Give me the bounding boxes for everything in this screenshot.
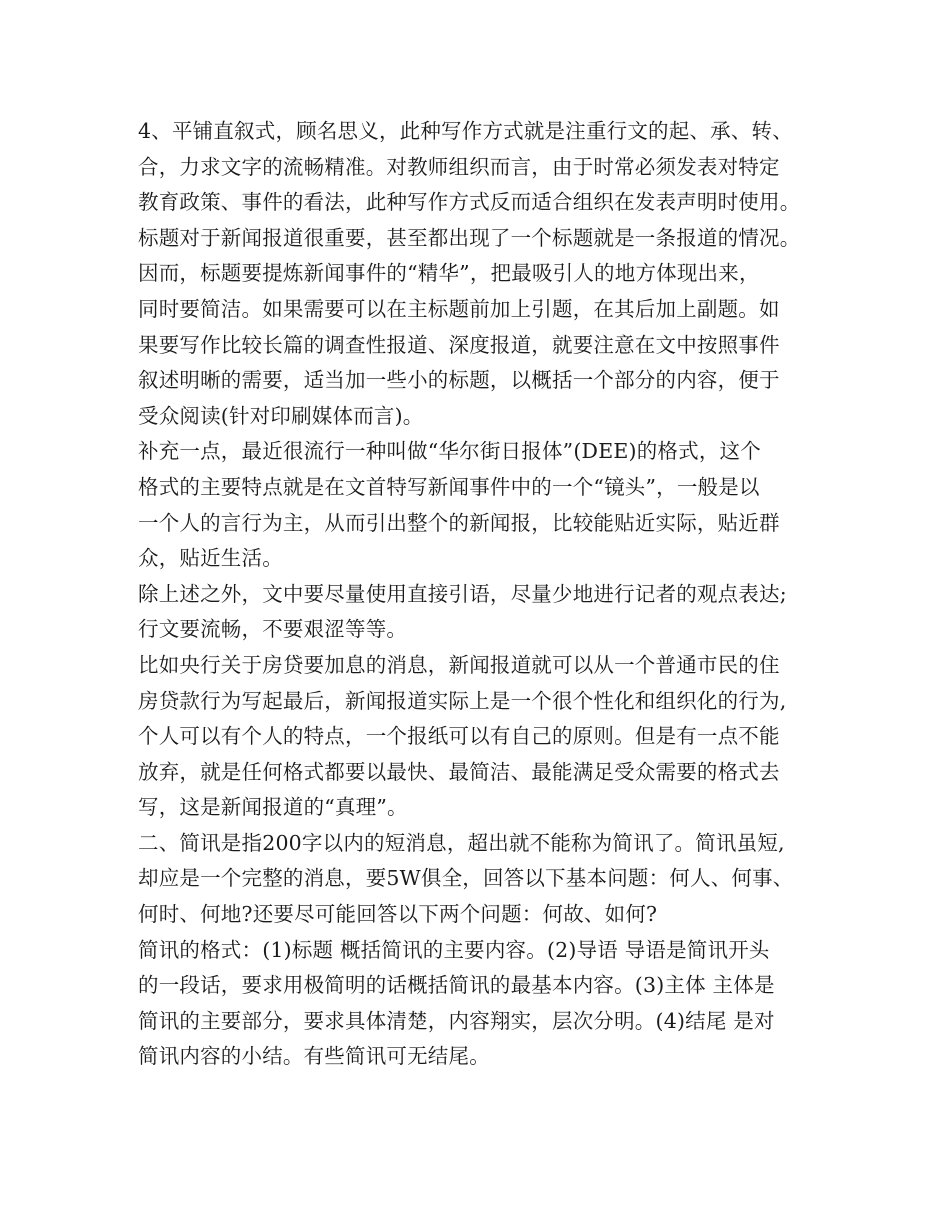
text-line: 的一段话，要求用极简明的话概括简讯的最基本内容。(3)主体 主体是 xyxy=(138,973,775,998)
text-line: 一个人的言行为主，从而引出整个的新闻报，比较能贴近实际，贴近群 xyxy=(138,510,780,535)
text-line: 受众阅读(针对印刷媒体而言)。 xyxy=(138,403,424,428)
text-line: 写，这是新闻报道的“真理”。 xyxy=(138,795,408,820)
text-line: 却应是一个完整的消息，要5W俱全，回答以下基本问题：何人、何事、 xyxy=(138,866,794,891)
document-body xyxy=(138,114,838,1075)
text-line: 标题对于新闻报道很重要，甚至都出现了一个标题就是一条报道的情况。 xyxy=(138,225,801,250)
text-line: 个人可以有个人的特点，一个报纸可以有自己的原则。但是有一点不能 xyxy=(138,724,780,749)
text-line: 叙述明晰的需要，适当加一些小的标题，以概括一个部分的内容，便于 xyxy=(138,368,780,393)
text-line: 简讯的主要部分，要求具体清楚，内容翔实，层次分明。(4)结尾 是对 xyxy=(138,1008,775,1033)
text-line: 教育政策、事件的看法，此种写作方式反而适合组织在发表声明时使用。 xyxy=(138,190,801,215)
text-line: 房贷款行为写起最后，新闻报道实际上是一个很个性化和组织化的行为, xyxy=(138,688,787,713)
text-line: 众，贴近生活。 xyxy=(138,546,283,571)
text-line: 4、平铺直叙式，顾名思义，此种写作方式就是注重行文的起、承、转、 xyxy=(138,119,793,143)
text-line: 合，力求文字的流畅精准。对教师组织而言，由于时常必须发表对特定 xyxy=(138,154,780,179)
text-line: 放弃，就是任何格式都要以最快、最简洁、最能满足受众需要的格式去 xyxy=(138,759,780,784)
text-line: 除上述之外，文中要尽量使用直接引语，尽量少地进行记者的观点表达; xyxy=(138,581,787,606)
text-line: 果要写作比较长篇的调查性报道、深度报道，就要注意在文中按照事件 xyxy=(138,332,780,357)
text-line: 二、简讯是指200字以内的短消息，超出就不能称为简讯了。简讯虽短, xyxy=(138,830,785,855)
text-line: 因而，标题要提炼新闻事件的“精华”，把最吸引人的地方体现出来， xyxy=(138,261,760,286)
text-line: 何时、何地?还要尽可能回答以下两个问题：何故、如何? xyxy=(138,902,658,927)
text-line: 补充一点，最近很流行一种叫做“华尔街日报体”(DEE)的格式，这个 xyxy=(138,439,761,464)
text-line: 简讯内容的小结。有些简讯可无结尾。 xyxy=(138,1044,490,1069)
text-line: 行文要流畅，不要艰涩等等。 xyxy=(138,617,408,642)
text-line: 比如央行关于房贷要加息的消息，新闻报道就可以从一个普通市民的住 xyxy=(138,652,780,677)
text-line: 同时要简洁。如果需要可以在主标题前加上引题，在其后加上副题。如 xyxy=(138,296,780,321)
text-line: 简讯的格式：(1)标题 概括简讯的主要内容。(2)导语 导语是简讯开头 xyxy=(138,937,770,962)
text-line: 格式的主要特点就是在文首特写新闻事件中的一个“镜头”，一般是以 xyxy=(138,474,760,499)
